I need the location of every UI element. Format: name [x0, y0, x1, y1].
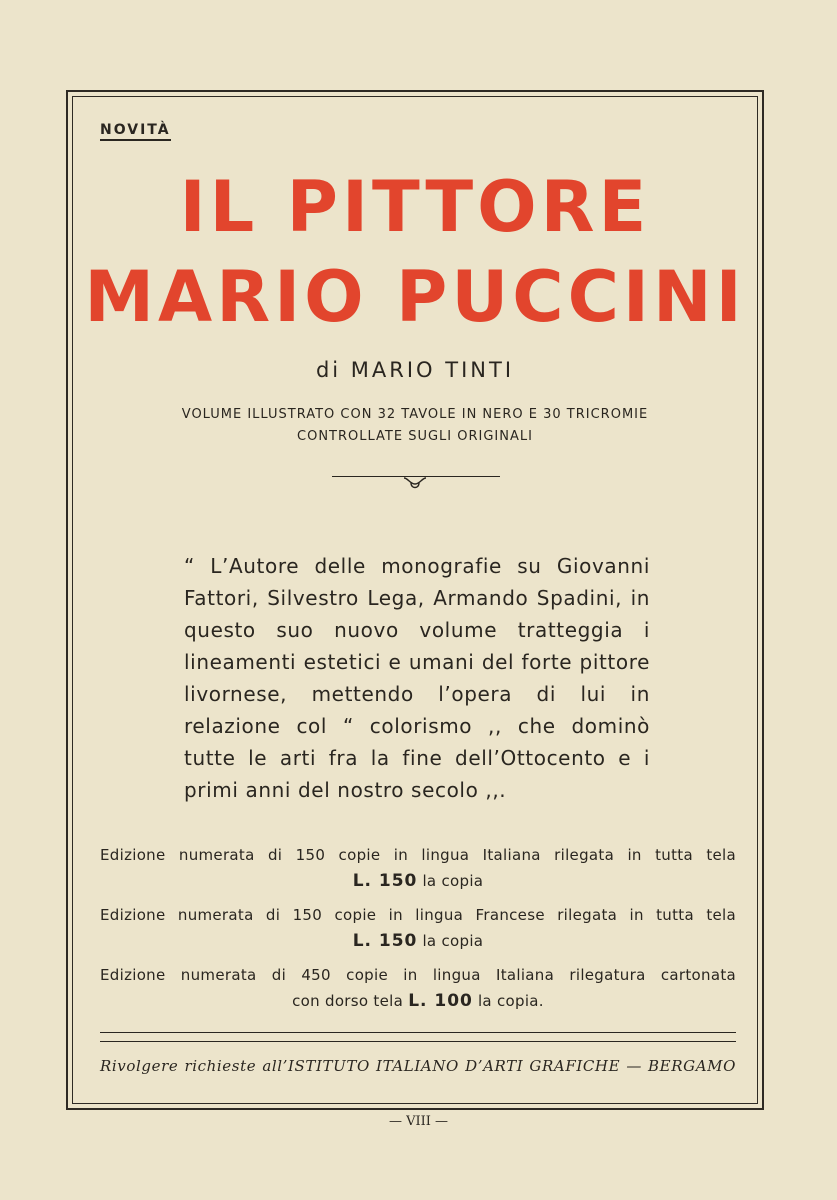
novelty-label: NOVITÀ — [100, 122, 171, 141]
edition-1-price: L. 150 — [352, 871, 418, 891]
edition-1 — [100, 842, 736, 894]
footer-rule-top — [100, 1032, 736, 1033]
edition-3-suffix: la copia. — [477, 992, 544, 1010]
subtitle-line-1: VOLUME ILLUSTRATO CON 32 TAVOLE IN NERO E 30 TRICROMIE — [181, 407, 649, 422]
edition-2-price-line — [100, 928, 736, 954]
subtitle — [72, 404, 758, 448]
page-number: — VIII — — [388, 1114, 449, 1129]
title-line-2: MARIO PUCCINI — [84, 256, 746, 338]
footer-rule-bottom — [100, 1041, 736, 1042]
edition-3-prefix: con dorso tela — [292, 992, 404, 1010]
edition-3-price-line — [100, 988, 736, 1014]
edition-2-price: L. 150 — [352, 931, 418, 951]
edition-3 — [100, 962, 736, 1014]
title-line-1: IL PITTORE — [179, 166, 651, 248]
quote-text: “ L’Autore delle monografie su Giovanni Fattori, Silvestro Lega, Armando Spadini, in questo suo nuovo volume tratteggia i lineamenti estetici e umani del forte pittore livornese, mettendo l’opera di lui in relazione col “ colorismo ,, che dominò tutte le arti fra la fine dell’Ottocento e i primi anni del nostro secolo ,,. — [184, 554, 650, 802]
ornament-icon — [400, 474, 430, 494]
edition-3-description: Edizione numerata di 450 copie in lingua Italiana rilegatura cartonata — [100, 966, 736, 984]
edition-2-suffix: la copia — [422, 932, 484, 950]
edition-3-price: L. 100 — [408, 991, 473, 1011]
edition-2 — [100, 902, 736, 954]
edition-1-description: Edizione numerata di 150 copie in lingua Italiana rilegata in tutta tela — [100, 846, 736, 864]
edition-2-description: Edizione numerata di 150 copie in lingua Francese rilegata in tutta tela — [100, 906, 736, 924]
edition-1-suffix: la copia — [422, 872, 484, 890]
footer-contact: Rivolgere richieste all’ISTITUTO ITALIANO D’ARTI GRAFICHE — BERGAMO — [100, 1057, 736, 1075]
subtitle-line-2: CONTROLLATE SUGLI ORIGINALI — [297, 429, 533, 444]
edition-1-price-line — [100, 868, 736, 894]
author-line: di MARIO TINTI — [315, 358, 515, 382]
